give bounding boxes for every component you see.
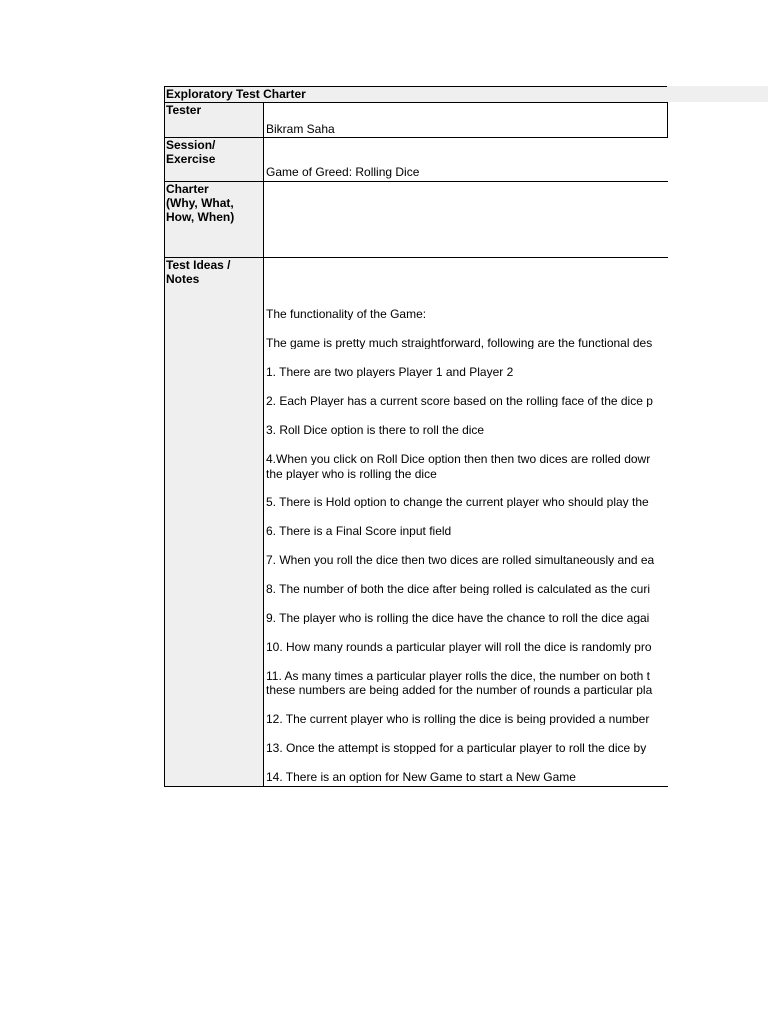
note-line: 11. As many times a particular player rolls the dice, the number on both t (266, 670, 650, 682)
session-value[interactable]: Game of Greed: Rolling Dice (266, 165, 420, 179)
note-line: 2. Each Player has a current score based on the rolling face of the dice p (266, 395, 653, 407)
note-line: 7. When you roll the dice then two dices are rolled simultaneously and ea (266, 554, 655, 566)
note-line: The functionality of the Game: (266, 308, 427, 320)
tester-value[interactable]: Bikram Saha (266, 122, 335, 136)
test-ideas-label: Test Ideas / Notes (164, 257, 264, 787)
tester-label: Tester (164, 102, 264, 137)
note-line: 13. Once the attempt is stopped for a particular player to roll the dice by (266, 742, 647, 754)
note-line: 14. There is an option for New Game to start a New Game (266, 771, 576, 783)
note-line: 9. The player who is rolling the dice have the chance to roll the dice agai (266, 612, 650, 624)
note-line: 3. Roll Dice option is there to roll the dice (266, 424, 485, 436)
grid-line (164, 786, 668, 787)
grid-line (164, 181, 668, 182)
note-line: 1. There are two players Player 1 and Player 2 (266, 366, 514, 378)
note-line: 8. The number of both the dice after being rolled is calculated as the curi (266, 583, 651, 595)
charter-label: Charter (Why, What, How, When) (164, 181, 264, 257)
charter-row (164, 181, 668, 257)
note-line: 5. There is Hold option to change the current player who should play the (266, 496, 649, 508)
charter-value[interactable] (265, 181, 668, 257)
grid-line (164, 102, 668, 103)
session-label: Session/ Exercise (164, 137, 264, 181)
note-line: 6. There is a Final Score input field (266, 525, 452, 537)
gray-header-strip (667, 86, 768, 102)
note-line: The game is pretty much straightforward, following are the functional des (266, 337, 653, 349)
note-line: 10. How many rounds a particular player will roll the dice is randomly pro (266, 641, 652, 653)
note-line: 4.When you click on Roll Dice option then then two dices are rolled dowr (266, 453, 651, 465)
grid-line (667, 102, 668, 137)
test-charter-sheet (164, 86, 668, 787)
note-line: the player who is rolling the dice (266, 468, 437, 480)
sheet-title: Exploratory Test Charter (164, 86, 667, 102)
tester-row (164, 102, 668, 137)
note-line: 12. The current player who is rolling the dice is being provided a number (266, 713, 650, 725)
grid-line (164, 257, 668, 258)
session-row (164, 137, 668, 181)
grid-line (164, 137, 668, 138)
note-line: these numbers are being added for the number of rounds a particular pla (266, 684, 653, 696)
